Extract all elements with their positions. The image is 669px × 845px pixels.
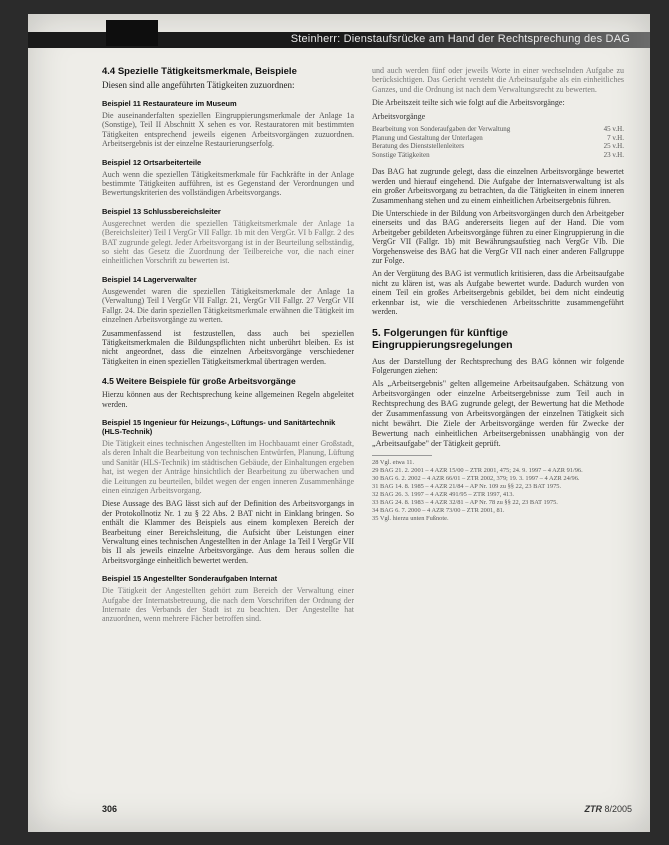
issue-number: 8/2005 xyxy=(604,804,632,814)
footnote: 28 Vgl. etwa 11. xyxy=(372,459,415,467)
table-row-label: Bearbeitung von Sonderaufgaben der Verwaltung xyxy=(372,125,511,134)
subsection-heading-4-5: 4.5 Weitere Beispiele für große Arbeitsvorgänge xyxy=(102,376,296,387)
footnote: 32 BAG 26. 3. 1997 – 4 AZR 491/95 – ZTR 1997, 413. xyxy=(372,491,515,499)
section-heading-4-4: 4.4 Spezielle Tätigkeitsmerkmale, Beispiele xyxy=(102,66,297,77)
left-column xyxy=(102,66,354,628)
example-text: Die Tätigkeit der Angestellten gehört zum Bereich der Verwaltung einer Aufgabe der Internatsbetreuung, die nach dem Vorschriften der Ordnung der Internate des Verbands der Stadt ist zu beachten. Der Angestellte hat anzuordnen, wenn mehrere Fächer betroffen sind. xyxy=(102,586,354,624)
footnote: 35 Vgl. hierzu unten Fußnote. xyxy=(372,515,449,523)
footnote: 30 BAG 6. 2. 2002 – 4 AZR 66/01 – ZTR 2002, 379; 19. 3. 1997 – 4 AZR 24/96. xyxy=(372,475,580,483)
body-paragraph: Zusammenfassend ist festzustellen, dass auch bei speziellen Tätigkeitsmerkmalen die Bildungspflichten nicht unberührt bleiben. Es ist nicht angeordnet, dass die einzelnen Arbeitsvorgänge verschiedener Tätigkeiten in einen speziellen Tätigkeitsmerkmal übertragen werden. xyxy=(102,328,354,366)
footnote: 31 BAG 14. 8. 1985 – 4 AZR 21/84 – AP Nr. 109 zu §§ 22, 23 BAT 1975. xyxy=(372,483,562,491)
table-row-label: Beratung des Dienststellenleiters xyxy=(372,142,465,151)
page-number: 306 xyxy=(102,804,118,814)
table-row xyxy=(372,134,624,143)
publisher-footer xyxy=(584,804,632,814)
table-caption: Arbeitsvorgänge xyxy=(372,111,426,121)
example-text: Ausgewendet waren die speziellen Tätigkeitsmerkmale der Anlage 1a (Verwaltung) Teil I VergGr VII Fallgr. 21, VergGr VII Fallgr. 27 VergGr VII Fallgr. 24. Die darin speziellen Tätigkeitsmerkmale erwähnen die Tätigkeit im einzelnen Arbeitsvorgänge zu werten. xyxy=(102,286,354,325)
publisher-logo: ZTR xyxy=(584,804,602,814)
table-row-label: Planung und Gestaltung der Unterlagen xyxy=(372,133,483,142)
body-paragraph: und auch werden fünf oder jeweils Worte in einer wechselnden Aufgabe zu berücksichtigen. Das Gericht versteht die Arbeitsaufgabe als ein einheitliches Ganzes, und die Ordnung ist nach dem Verwaltungsrecht zu bewerten. xyxy=(372,66,624,94)
example-heading: Beispiel 11 Restaurateure im Museum xyxy=(102,99,237,108)
table-row xyxy=(372,125,624,134)
footnote: 34 BAG 6. 7. 2000 – 4 AZR 73/00 – ZTR 2001, 81. xyxy=(372,507,505,515)
right-column xyxy=(372,66,624,523)
example-text: Ausgerechnet werden die speziellen Tätigkeitsmerkmale der Anlage 1a (Bereichsleiter) Teil I VergGr VII Fallgr. 1b mit den VergGr. VI b Fallgr. 2 des BAT zugrunde gelegt. Jeder Arbeitsvorgang ist in der Beurteilung selbständig, so sieht das Gesetz die Zuordnung der Teilbereiche vor, die nach einer einheitlichen Vorschrift zu bewerten ist. xyxy=(102,218,354,266)
section-intro: Aus der Darstellung der Rechtsprechung des BAG können wir folgende Folgerungen ziehen: xyxy=(372,356,624,375)
example-heading: Beispiel 14 Lagerverwalter xyxy=(102,274,197,284)
example-heading: Beispiel 12 Ortsarbeiterteile xyxy=(102,157,202,167)
footnote: 33 BAG 24. 8. 1983 – 4 AZR 32/81 – AP Nr. 78 zu §§ 22, 23 BAT 1975. xyxy=(372,499,558,507)
example-heading: Beispiel 15 Ingenieur für Heizungs-, Lüftungs- und Sanitärtechnik (HLS-Technik) xyxy=(102,417,336,436)
body-paragraph: Diese Aussage des BAG lässt sich auf der Definition des Arbeitsvorgangs in der Protokollnotiz Nr. 1 zu § 22 Abs. 2 BAT nicht in Einklang bringen. So enthält die Klammer des Beispiels aus einem komplexen Bereich der Bearbeitung einer Bereichsleitung, die Aufsicht über Leistungen einer Verwaltung eines technischen Angestellten in der Anlage 1a Teil I VergGr VII bis II als jeweils einzelne Arbeitsvorgänge. Aus dem heraus sollen die Arbeitsvorgänge einheitlich bewertet werden. xyxy=(102,499,354,565)
time-allocation-table xyxy=(372,125,624,159)
example-text: Die Tätigkeit eines technischen Angestellten im Hochbauamt einer Großstadt, als deren Inhalt die Bearbeitung von technischen Entwürfen, Planung, Lüftung und Sanitär (HLS-Technik) im städtischen Gebäude, der Einhaltungen ergeben hat, ist wegen der Anträge hinsichtlich der Bearbeitung zu überwachen und die Leitungen zu beurteilen, bildet wegen der engen inneren Zusammenhänge einen einzigen Arbeitsvorgang. xyxy=(102,438,354,495)
section-heading-5: 5. Folgerungen für künftige Eingruppierungsregelungen xyxy=(372,326,513,351)
bullet-item: Als „Arbeitsergebnis" gelten allgemeine Arbeitsaufgaben. Schätzung von Arbeitsvorgängen oder einzelne Arbeitsergebnisse zum Teil auch in Rechtsprechung des BAG zugrunde gelegt, der Bewertung hat die Methode der Zusammenfassung von Arbeitsvorgängen der einzelnen Tätigkeit sich nicht bewährt. Die Ziele der Arbeitsvorgänge werden für Zwecke der Bewertung nach einheitlichen Arbeitsergebnissen unabhängig von der „Arbeitsaufgabe" der Tätigkeit geprüft. xyxy=(372,379,624,449)
example-text: Auch wenn die speziellen Tätigkeitsmerkmale für Fachkräfte in der Anlage bestimmte Tätigkeiten aufführen, ist es Gegenstand der Verordnungen und Bewertungskriterien des vollständigen Arbeitsvorgangs. xyxy=(102,169,354,198)
example-heading: Beispiel 15 Angestellter Sonderaufgaben Internat xyxy=(102,574,278,584)
example-text: Die auseinanderfalten speziellen Eingruppierungsmerkmale der Anlage 1a (Sonstige), Teil II Abschnitt X sehen es vor. Restauratoren mit bestimmten Tätigkeiten entsprechend jeweils eigenen Arbeitsvorgängen zuzuordnen. Arbeitsergebnis ist der einzelne Restaurierungserfolg. xyxy=(102,111,354,149)
table-row-value: 45 v.H. xyxy=(603,125,624,134)
example-heading: Beispiel 13 Schlussbereichsleiter xyxy=(102,206,221,216)
header-dark-block xyxy=(106,20,158,46)
table-row-value: 25 v.H. xyxy=(603,142,624,151)
body-paragraph: An der Vergütung des BAG ist vermutlich kritisieren, dass die Arbeitsaufgabe nicht zu klären ist, was als Aufgabe bewertet wurde. Dadurch wurden von einem Teil ein großes Arbeitsergebnis gebildet, bei dem nicht eindeutig erkennbar ist, wie die verschiedenen Arbeitsschritte zusammengeführt werden. xyxy=(372,269,624,317)
table-row xyxy=(372,142,624,151)
footnote-rule xyxy=(372,455,432,456)
footnote: 29 BAG 21. 2. 2001 – 4 AZR 15/00 – ZTR 2001, 475; 24. 9. 1997 – 4 AZR 91/96. xyxy=(372,467,583,475)
table-row-value: 7 v.H. xyxy=(607,133,624,142)
running-header-title: Steinherr: Dienstaufsrücke am Hand der Rechtsprechung des DAG xyxy=(290,33,630,45)
table-row xyxy=(372,151,624,160)
table-row-value: 23 v.H. xyxy=(603,150,624,159)
table-row-label: Sonstige Tätigkeiten xyxy=(372,150,430,159)
body-paragraph: Das BAG hat zugrunde gelegt, dass die einzelnen Arbeitsvorgänge bewertet werden und hierauf eingehend. Die Aufgabe der Internatsverwaltung ist als ein großer Arbeitsvorgang zu betrachten, da die Tätigkeiten in einem inneren Zusammenhang stehen und zu einem einheitlichen Arbeitsergebnis führen. xyxy=(372,167,624,205)
body-paragraph: Die Arbeitszeit teilte sich wie folgt auf die Arbeitsvorgänge: xyxy=(372,98,565,108)
body-paragraph: Die Unterschiede in der Bildung von Arbeitsvorgängen durch den Arbeitgeber einerseits und das BAG andererseits liegen auf der Hand. Die vom Arbeitgeber gebildeten Arbeitsvorgänge führen zu einer Eingruppierung in die VergGr VII (Fallgr. 1b) mit Bewährungsaufstieg nach VergGr VIb. Die Vorgehensweise des BAG hat die VergGr VII nach einer anderen Fallgruppe zur Folge. xyxy=(372,209,624,266)
section-intro: Diesen sind alle angeführten Tätigkeiten zuzuordnen: xyxy=(102,80,295,90)
document-page xyxy=(28,14,650,832)
body-paragraph: Hierzu können aus der Rechtsprechung keine allgemeinen Regeln abgeleitet werden. xyxy=(102,390,354,409)
